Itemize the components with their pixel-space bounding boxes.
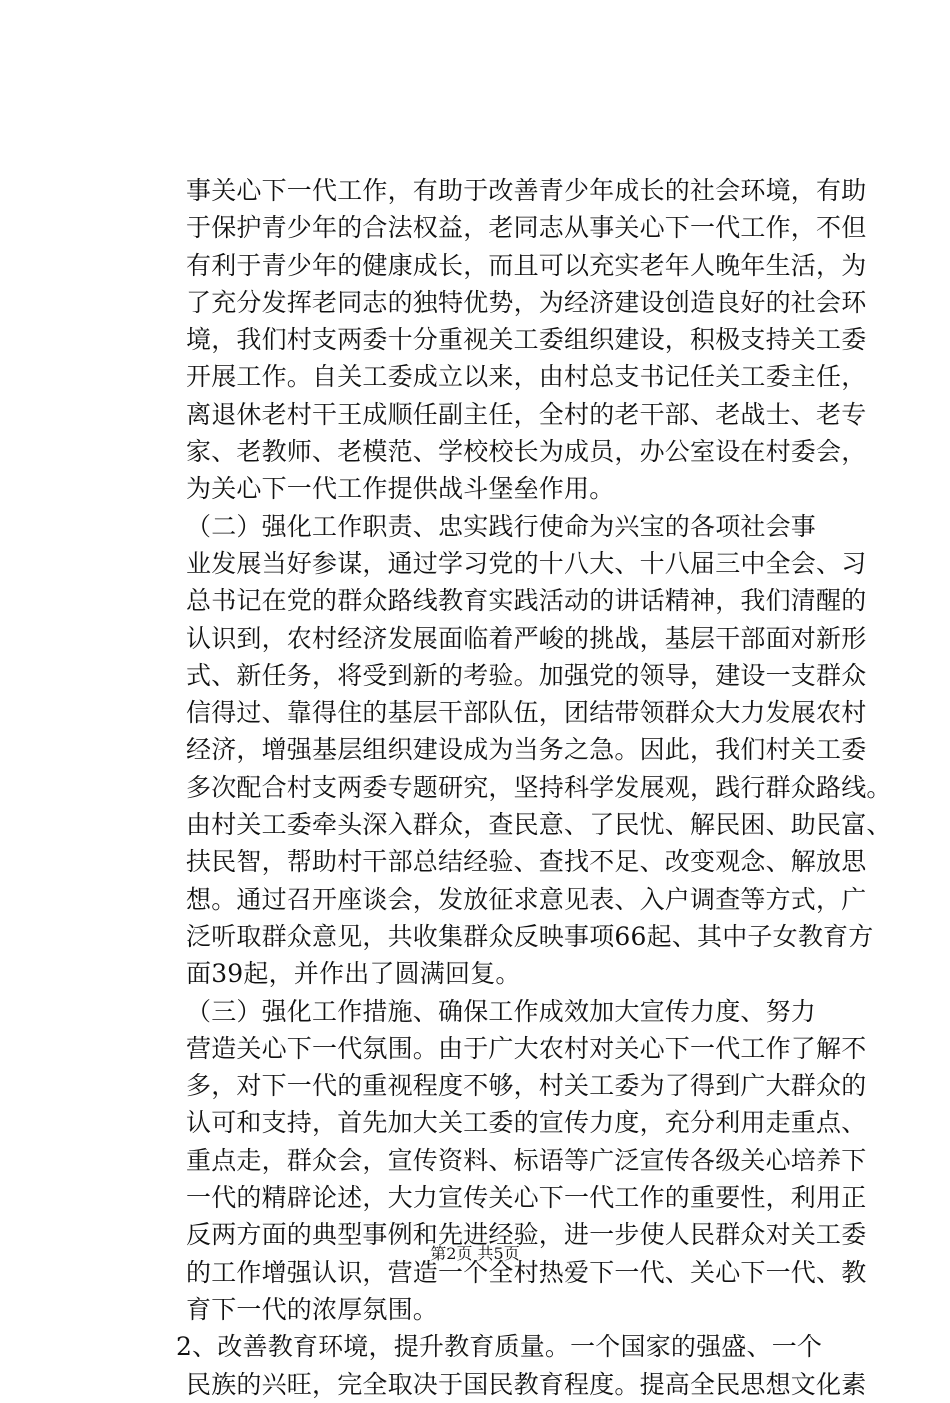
text-line: 多次配合村支两委专题研究，坚持科学发展观，践行群众路线。	[186, 772, 892, 802]
paragraph-first-line: （三）强化工作措施、确保工作成效加大宣传力度、努力	[186, 996, 817, 1026]
text-line: 经济，增强基层组织建设成为当务之急。因此，我们村关工委	[186, 735, 867, 765]
text-line: 反两方面的典型事例和先进经验，进一步使人民群众对关工委	[186, 1220, 867, 1250]
text-line: 家、老教师、老模范、学校校长为成员，办公室设在村委会，	[186, 437, 867, 467]
text-line: 民族的兴旺，完全取决于国民教育程度。提高全民思想文化素	[186, 1369, 867, 1399]
text-line: 式、新任务，将受到新的考验。加强党的领导，建设一支群众	[186, 660, 867, 690]
page-footer: 第2页 共5页	[430, 1244, 520, 1263]
text-line: 营造关心下一代氛围。由于广大农村对关心下一代工作了解不	[186, 1033, 867, 1063]
text-line: 泛听取群众意见，共收集群众反映事项66起、其中子女教育方	[186, 921, 874, 951]
text-line: 面39起，并作出了圆满回复。	[186, 959, 521, 989]
text-line: 开展工作。自关工委成立以来，由村总支书记任关工委主任，	[186, 362, 867, 392]
text-line: 了充分发挥老同志的独特优势，为经济建设创造良好的社会环	[186, 287, 867, 317]
text-line: 业发展当好参谋，通过学习党的十八大、十八届三中全会、习	[186, 548, 867, 578]
text-line: 于保护青少年的合法权益，老同志从事关心下一代工作，不但	[186, 213, 867, 243]
text-line: 离退休老村干王成顺任副主任，全村的老干部、老战士、老专	[186, 399, 867, 429]
text-line: 认可和支持，首先加大关工委的宣传力度，充分利用走重点、	[186, 1108, 867, 1138]
text-line: 为关心下一代工作提供战斗堡垒作用。	[186, 474, 615, 504]
text-line: 境，我们村支两委十分重视关工委组织建设，积极支持关工委	[186, 325, 867, 355]
text-line: 育下一代的浓厚氛围。	[186, 1294, 439, 1324]
text-line: 一代的精辟论述，大力宣传关心下一代工作的重要性，利用正	[186, 1183, 867, 1213]
paragraph-first-line: （二）强化工作职责、忠实践行使命为兴宝的各项社会事	[186, 511, 817, 541]
text-line: 多，对下一代的重视程度不够，村关工委为了得到广大群众的	[186, 1071, 867, 1101]
text-line: 想。通过召开座谈会，发放征求意见表、入户调查等方式，广	[186, 884, 867, 914]
text-line: 扶民智，帮助村干部总结经验、查找不足、改变观念、解放思	[186, 847, 867, 877]
paragraph-first-line: 2、改善教育环境，提升教育质量。一个国家的强盛、一个	[176, 1332, 823, 1362]
text-line: 的工作增强认识，营造一个全村热爱下一代、关心下一代、教	[186, 1257, 867, 1287]
text-line: 总书记在党的群众路线教育实践活动的讲话精神，我们清醒的	[186, 586, 867, 616]
text-line: 有利于青少年的健康成长，而且可以充实老年人晚年生活，为	[186, 250, 867, 280]
text-line: 信得过、靠得住的基层干部队伍，团结带领群众大力发展农村	[186, 698, 867, 728]
document-body	[176, 172, 892, 1403]
text-line: 重点走，群众会，宣传资料、标语等广泛宣传各级关心培养下	[186, 1145, 867, 1175]
text-line: 由村关工委牵头深入群众，查民意、了民忧、解民困、助民富、	[186, 810, 892, 840]
text-line: 认识到，农村经济发展面临着严峻的挑战，基层干部面对新形	[186, 623, 867, 653]
text-line: 事关心下一代工作，有助于改善青少年成长的社会环境，有助	[186, 176, 867, 205]
